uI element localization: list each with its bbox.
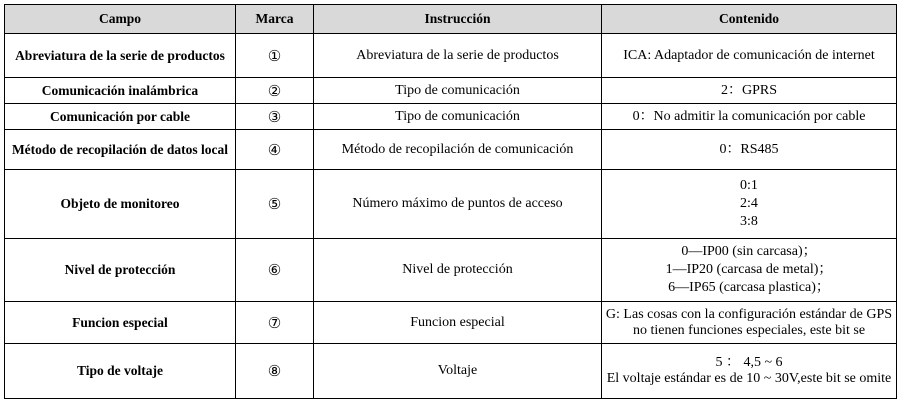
- header-instruccion: Instrucción: [314, 5, 602, 34]
- table-row: [5, 239, 897, 302]
- contenido-line: 2：GPRS: [720, 82, 778, 98]
- specification-table: [4, 4, 897, 399]
- contenido-line: 6—IP65 (carcasa plastica)；: [668, 280, 830, 295]
- table-row: [5, 344, 897, 399]
- cell-campo: Objeto de monitoreo: [5, 170, 236, 239]
- cell-contenido: [602, 302, 897, 344]
- cell-instruccion: Número máximo de puntos de acceso: [314, 170, 602, 239]
- cell-marca: ⑥: [236, 239, 314, 302]
- cell-instruccion: Tipo de comunicación: [314, 78, 602, 104]
- cell-marca: ①: [236, 34, 314, 78]
- contenido-line: 1—IP20 (carcasa de metal)；: [665, 262, 833, 277]
- cell-marca: ⑦: [236, 302, 314, 344]
- contenido-line: 0—IP00 (sin carcasa)；: [681, 244, 817, 259]
- header-campo: Campo: [5, 5, 236, 34]
- table-row: [5, 78, 897, 104]
- cell-marca: ②: [236, 78, 314, 104]
- header-contenido: Contenido: [602, 5, 897, 34]
- table-row: [5, 34, 897, 78]
- cell-instruccion: Tipo de comunicación: [314, 104, 602, 130]
- contenido-line: 0：No admitir la comunicación por cable: [632, 108, 866, 124]
- cell-campo: Método de recopilación de datos local: [5, 130, 236, 170]
- cell-campo: Nivel de protección: [5, 239, 236, 302]
- cell-contenido: [602, 170, 897, 239]
- cell-instruccion: Voltaje: [314, 344, 602, 399]
- cell-instruccion: Abreviatura de la serie de productos: [314, 34, 602, 78]
- contenido-line: 2:4: [740, 196, 758, 211]
- cell-campo: Funcion especial: [5, 302, 236, 344]
- contenido-line: G: Las cosas con la configuración estándar de GPS no tienen funciones especiales, este bit se: [605, 306, 893, 338]
- cell-campo: Tipo de voltaje: [5, 344, 236, 399]
- cell-instruccion: Método de recopilación de comunicación: [314, 130, 602, 170]
- cell-instruccion: Funcion especial: [314, 302, 602, 344]
- header-marca: Marca: [236, 5, 314, 34]
- cell-contenido: [602, 104, 897, 130]
- cell-marca: ⑤: [236, 170, 314, 239]
- cell-campo: Comunicación inalámbrica: [5, 78, 236, 104]
- cell-marca: ③: [236, 104, 314, 130]
- contenido-line: 0：RS485: [719, 141, 779, 157]
- table-row: [5, 170, 897, 239]
- contenido-line: El voltaje estándar es de 10 ~ 30V,este bit se omite: [606, 371, 892, 386]
- table-row: [5, 104, 897, 130]
- table-row: [5, 302, 897, 344]
- cell-contenido: [602, 130, 897, 170]
- cell-campo: Comunicación por cable: [5, 104, 236, 130]
- header-row: [5, 5, 897, 34]
- contenido-line: 0:1: [740, 178, 758, 193]
- cell-marca: ④: [236, 130, 314, 170]
- cell-contenido: [602, 239, 897, 302]
- cell-contenido: [602, 344, 897, 399]
- cell-marca: ⑧: [236, 344, 314, 399]
- contenido-line: 3:8: [740, 214, 758, 229]
- contenido-line: 5 ： 4,5 ~ 6: [715, 355, 783, 370]
- cell-contenido: [602, 34, 897, 78]
- contenido-line: ICA: Adaptador de comunicación de internet: [623, 47, 875, 63]
- cell-campo: Abreviatura de la serie de productos: [5, 34, 236, 78]
- cell-instruccion: Nivel de protección: [314, 239, 602, 302]
- table-row: [5, 130, 897, 170]
- cell-contenido: [602, 78, 897, 104]
